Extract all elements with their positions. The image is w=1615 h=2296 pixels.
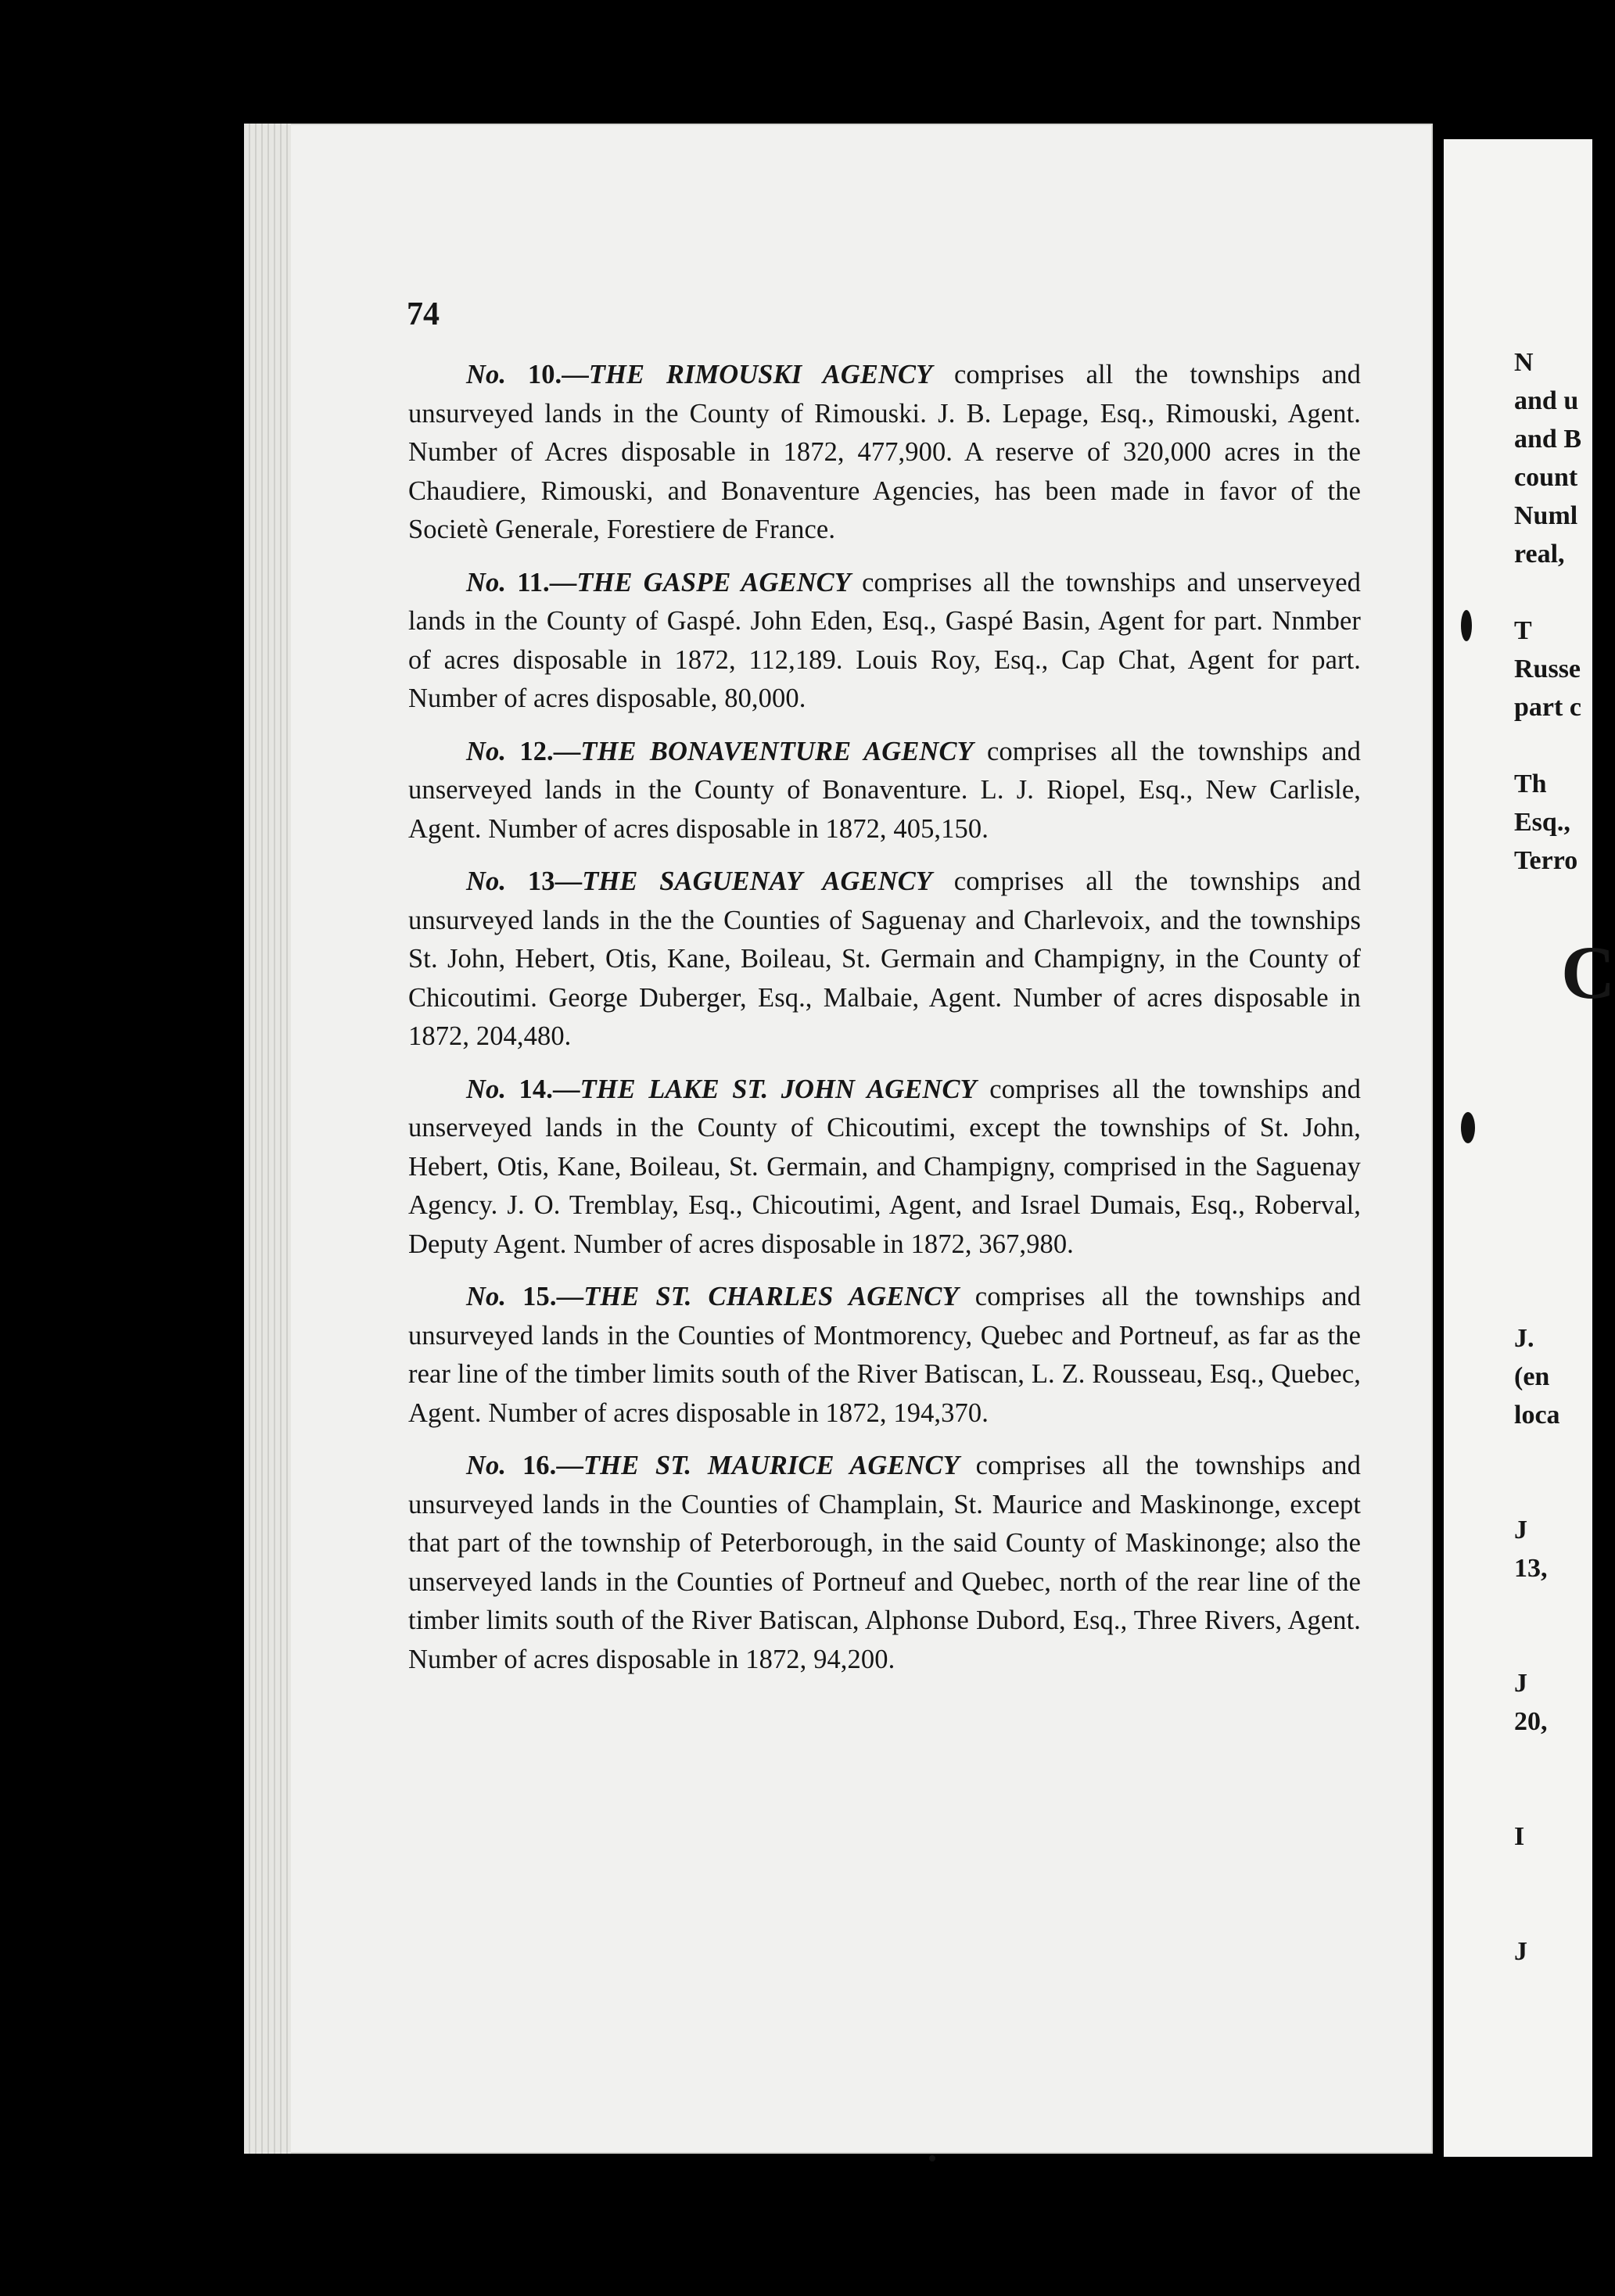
- agency-name: THE GASPE AGENCY: [576, 567, 851, 597]
- right-page-text-fragment: [1514, 574, 1584, 612]
- right-page-text-fragment: [1514, 1742, 1560, 1780]
- ink-speck: [1461, 1112, 1475, 1143]
- right-page-text-fragment: Russe: [1514, 655, 1581, 683]
- right-page-text-fragment: [1514, 1627, 1560, 1665]
- paragraph-number-label: No.: [466, 360, 507, 389]
- agency-list: [408, 356, 1361, 1693]
- agency-description: comprises all the townships and unsurveyed lands in the County of Rimouski. J. B. Lepage, Esq., Rimouski, Agent. Number of Acres disposable in 1872, 477,900. A reserve of 320,000 acres in the Chaudiere, Rimouski, and Bonaventure Agencies, has been made in favor of the Societè Generale, Forestiere de France.: [408, 360, 1362, 544]
- right-page-fragment-top: [1514, 344, 1584, 881]
- right-page-text-fragment: count: [1514, 463, 1578, 492]
- right-page-text-fragment: Numl: [1514, 501, 1578, 530]
- right-page-text-fragment: [1514, 727, 1584, 766]
- right-page-text-fragment: [1514, 1473, 1560, 1512]
- right-page-text-fragment: loca: [1514, 1401, 1560, 1430]
- right-page-text-fragment: [1514, 1857, 1560, 1895]
- paragraph-number-label: No.: [466, 567, 507, 597]
- right-page-text-fragment: real,: [1514, 540, 1565, 569]
- agency-paragraph: [408, 356, 1361, 550]
- right-page-text-fragment: Esq.,: [1514, 808, 1570, 837]
- page-number: 74: [407, 296, 440, 332]
- agency-paragraph: [408, 863, 1361, 1057]
- paragraph-number: 12.—: [506, 736, 581, 766]
- agency-name: THE ST. CHARLES AGENCY: [583, 1282, 959, 1311]
- right-page-text-fragment: T: [1514, 616, 1532, 645]
- right-page-text-fragment: [1514, 1895, 1560, 1933]
- paragraph-number: 10.—: [506, 360, 589, 389]
- ink-speck: [929, 2155, 935, 2161]
- right-page-text-fragment: J: [1514, 1669, 1527, 1698]
- right-page-text-fragment: I: [1514, 1822, 1525, 1851]
- paragraph-number: 16.—: [506, 1451, 583, 1480]
- paragraph-number-label: No.: [466, 866, 507, 896]
- paragraph-number: 11.—: [506, 567, 577, 597]
- agency-name: THE SAGUENAY AGENCY: [582, 866, 932, 896]
- right-page-text-fragment: 20,: [1514, 1707, 1548, 1736]
- right-page-text-fragment: (en: [1514, 1362, 1550, 1391]
- right-page-text-fragment: Th: [1514, 770, 1547, 798]
- agency-description: comprises all the townships and unserveyed lands in the County of Bonaventure. L. J. Riopel, Esq., New Carlisle, Agent. Number of acres disposable in 1872, 405,150.: [408, 736, 1362, 844]
- ink-speck: [1461, 610, 1472, 641]
- right-page-text-fragment: part c: [1514, 693, 1581, 722]
- agency-paragraph: [408, 564, 1361, 719]
- paragraph-number-label: No.: [466, 736, 507, 766]
- agency-name: THE BONAVENTURE AGENCY: [580, 736, 974, 766]
- agency-paragraph: [408, 733, 1361, 849]
- paragraph-number: 14.—: [506, 1074, 580, 1104]
- right-page-text-fragment: [1514, 1780, 1560, 1818]
- right-page-text-fragment: and u: [1514, 386, 1579, 415]
- right-page-text-fragment: J: [1514, 1937, 1527, 1966]
- right-page-text-fragment: J: [1514, 1516, 1527, 1544]
- paragraph-number-label: No.: [466, 1451, 507, 1480]
- right-page-text-fragment: N: [1514, 348, 1534, 377]
- agency-description: comprises all the townships and unsurveyed lands in the Counties of Champlain, St. Maurice and Maskinonge, except that part of the township of Peterborough, in the said County of Maskinonge; also the unserveyed lands in the Counties of Portneuf and Quebec, north of the rear line of the timber limits south of the River Batiscan, Alphonse Dubord, Esq., Three Rivers, Agent. Number of acres disposable in 1872, 94,200.: [408, 1451, 1361, 1674]
- paragraph-number-label: No.: [466, 1074, 507, 1104]
- agency-description: comprises all the townships and unsurveyed lands in the Counties of Montmorency, Quebec and Portneuf, as far as the rear line of the timber limits south of the River Batiscan, L. Z. Rousseau, Esq., Quebec, Agent. Number of acres disposable in 1872, 194,370.: [408, 1282, 1362, 1428]
- agency-name: THE LAKE ST. JOHN AGENCY: [580, 1074, 977, 1104]
- agency-paragraph: [408, 1278, 1361, 1433]
- paragraph-number: 13—: [506, 866, 583, 896]
- right-page-text-fragment: [1514, 1588, 1560, 1627]
- right-page-initial-letter: C: [1561, 931, 1615, 1014]
- right-page-text-fragment: Terro: [1514, 846, 1578, 875]
- right-page-text-fragment: and B: [1514, 425, 1581, 454]
- agency-paragraph: [408, 1447, 1361, 1679]
- agency-paragraph: [408, 1071, 1361, 1265]
- right-page-fragment-lower: [1514, 1320, 1560, 1971]
- paragraph-number-label: No.: [466, 1282, 507, 1311]
- agency-description: comprises all the townships and unserveyed lands in the County of Chicoutimi, except the townships of St. John, Hebert, Otis, Kane, Boileau, St. Germain, and Champigny, comprised in the Saguenay Agency. J. O. Tremblay, Esq., Chicoutimi, Agent, and Israel Dumais, Esq., Roberval, Deputy Agent. Number of acres disposable in 1872, 367,980.: [408, 1074, 1361, 1259]
- agency-description: comprises all the townships and unsurveyed lands in the the Counties of Saguenay and Charlevoix, and the townships St. John, Hebert, Otis, Kane, Boileau, St. Germain and Champigny, in the County of Chicoutimi. George Duberger, Esq., Malbaie, Agent. Number of acres disposable in 1872, 204,480.: [408, 866, 1362, 1051]
- right-page-text-fragment: J.: [1514, 1324, 1534, 1353]
- right-page-text-fragment: [1514, 1435, 1560, 1473]
- agency-description: comprises all the townships and unserveyed lands in the County of Gaspé. John Eden, Esq., Gaspé Basin, Agent for part. Nnmber of acres disposable in 1872, 112,189. Louis Roy, Esq., Cap Chat, Agent for part. Number of acres disposable, 80,000.: [408, 567, 1361, 713]
- agency-name: THE ST. MAURICE AGENCY: [583, 1451, 960, 1480]
- right-page-text-fragment: 13,: [1514, 1554, 1548, 1583]
- paragraph-number: 15.—: [506, 1282, 584, 1311]
- agency-name: THE RIMOUSKI AGENCY: [588, 360, 933, 389]
